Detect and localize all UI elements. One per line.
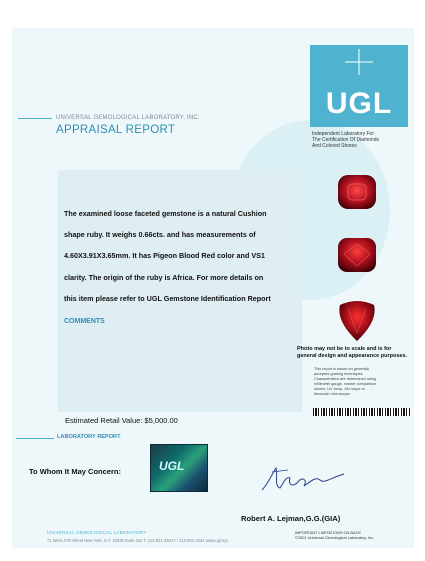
header-rule [18,118,52,119]
hologram-text: UGL [159,459,185,473]
barcode [313,408,411,416]
tagline-line: And Colored Stones [312,143,357,149]
hologram-seal [150,444,208,492]
footer-lab-name: UNIVERSAL GEMOLOGICAL LABORATORY [47,530,147,535]
logo-text: UGL [325,87,393,120]
photo-caption [297,346,415,360]
logo-tagline [312,131,408,149]
salutation: To Whom It May Concern: [29,467,121,476]
footer-right-line: ©2001 Universal Gemological Laboratory, Inc. [295,535,375,540]
footer-right-line: IMPORTANT LIMITATIONS ON BACK [295,530,362,535]
description-line: 4.60X3.91X3.65mm. It has Pigeon Blood Red color and VS1 [64,251,265,261]
signature [258,462,348,496]
footer-limitations [295,530,405,540]
footer-address: 71 West 47th Street New York, N.Y. 10036 Suite 304 T: 212-921-3304 F: 212-921-4534 www.ugl.nyc [47,538,229,543]
description-line: shape ruby. It weighs 0.66cts. and has measurements of [64,230,256,240]
description-line: The examined loose faceted gemstone is a natural Cushion [64,209,267,218]
note-line: This report is based on generally [314,367,370,371]
gem-description [64,203,300,309]
retail-value: Estimated Retail Value: $5,000.00 [65,416,178,425]
lab-name: UNIVERSAL GEMOLOGICAL LABORATORY, INC. [56,115,200,121]
caption-line: Photo may not be to scale and is for [297,346,392,352]
signatory-name: Robert A. Lejman,G.G.(GIA) [241,514,341,523]
ruby-side-view-icon [336,236,378,274]
ruby-bottom-view-icon [334,299,380,343]
lab-report-rule [16,438,54,439]
page-title: APPRAISAL REPORT [56,124,176,136]
description-line: clarity. The origin of the ruby is Africa. For more details on [64,272,264,282]
note-line: binocular microscope. [314,392,351,396]
tagline-line: The Certification Of Diamonds [312,137,379,143]
note-line: Characteristics are determined using [314,377,376,381]
note-line: accepted grading techniques. [314,372,364,376]
ugl-logo [310,45,408,127]
note-line: millimeter gauge, master comparison [314,382,377,386]
caption-line: general design and appearance purposes. [297,353,408,359]
grading-note [314,367,384,397]
note-line: stones, UV lamp, 10x loupe or [314,387,365,391]
tagline-line: Independent Laboratory For [312,131,374,137]
lab-report-label: LABORATORY REPORT [57,434,121,440]
ruby-top-view-icon [336,171,378,213]
comments-label: COMMENTS [64,318,105,325]
description-line: this item please refer to UGL Gemstone Identification Report [64,293,271,303]
